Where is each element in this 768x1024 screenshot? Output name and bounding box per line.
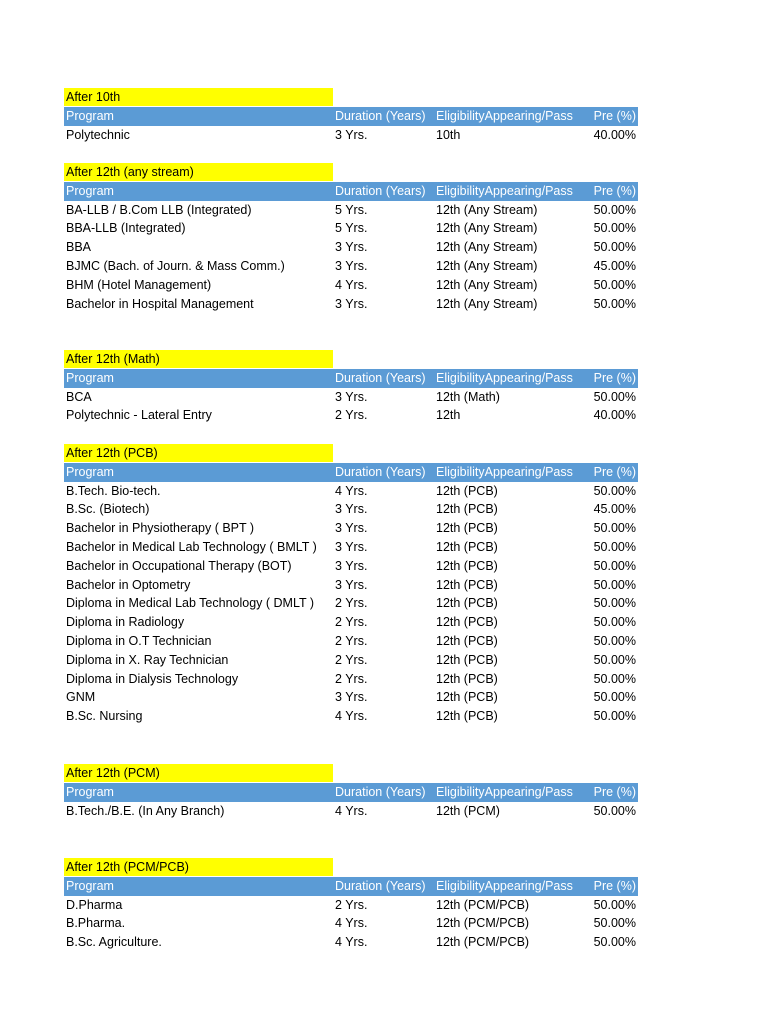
pre-percent-cell: 50.00% [593, 897, 636, 912]
program-cell: BA-LLB / B.Com LLB (Integrated) [66, 202, 252, 217]
table-row [64, 670, 638, 689]
program-cell: B.Sc. Nursing [66, 709, 143, 724]
duration-cell: 3 Yrs. [335, 296, 368, 311]
program-cell: D.Pharma [66, 897, 123, 912]
table-row [64, 519, 638, 538]
table-row [64, 538, 638, 557]
header-duration: Duration (Years) [335, 370, 426, 385]
pre-percent-cell: 50.00% [593, 389, 636, 404]
pre-percent-cell: 50.00% [593, 221, 636, 236]
program-cell: B.Sc. Agriculture. [66, 935, 162, 950]
program-cell: Diploma in Medical Lab Technology ( DMLT ) [66, 596, 315, 611]
header-pre: Pre (%) [593, 183, 636, 198]
duration-cell: 4 Yrs. [335, 803, 368, 818]
table-row [64, 632, 638, 651]
program-cell: BCA [66, 389, 92, 404]
pre-percent-cell: 50.00% [593, 615, 636, 630]
program-section [64, 88, 638, 144]
column-header-row [64, 877, 638, 896]
header-eligibility: EligibilityAppearing/Pass [436, 108, 573, 123]
eligibility-cell: 12th (PCM/PCB) [436, 897, 530, 912]
program-section [64, 764, 638, 820]
duration-cell: 4 Yrs. [335, 935, 368, 950]
program-cell: B.Tech. Bio-tech. [66, 483, 161, 498]
pre-percent-cell: 50.00% [593, 521, 636, 536]
eligibility-cell: 12th [436, 408, 461, 423]
section-title: After 10th [64, 88, 333, 106]
table-row [64, 406, 638, 425]
duration-cell: 3 Yrs. [335, 521, 368, 536]
table-row [64, 933, 638, 952]
duration-cell: 5 Yrs. [335, 221, 368, 236]
header-duration: Duration (Years) [335, 108, 426, 123]
header-eligibility: EligibilityAppearing/Pass [436, 784, 573, 799]
duration-cell: 4 Yrs. [335, 709, 368, 724]
duration-cell: 2 Yrs. [335, 633, 368, 648]
eligibility-cell: 12th (PCB) [436, 521, 498, 536]
eligibility-cell: 12th (PCM/PCB) [436, 916, 530, 931]
duration-cell: 2 Yrs. [335, 408, 368, 423]
section-title: After 12th (any stream) [64, 163, 333, 181]
header-duration: Duration (Years) [335, 183, 426, 198]
pre-percent-cell: 50.00% [593, 558, 636, 573]
eligibility-cell: 12th (PCB) [436, 539, 498, 554]
eligibility-cell: 12th (PCM/PCB) [436, 935, 530, 950]
eligibility-cell: 12th (PCB) [436, 633, 498, 648]
pre-percent-cell: 50.00% [593, 803, 636, 818]
program-section [64, 444, 638, 726]
eligibility-cell: 12th (PCM) [436, 803, 500, 818]
header-eligibility: EligibilityAppearing/Pass [436, 183, 573, 198]
pre-percent-cell: 50.00% [593, 202, 636, 217]
pre-percent-cell: 50.00% [593, 596, 636, 611]
program-section [64, 858, 638, 952]
header-duration: Duration (Years) [335, 784, 426, 799]
section-title-row [64, 764, 638, 783]
header-program: Program [66, 464, 114, 479]
table-row [64, 651, 638, 670]
eligibility-cell: 10th [436, 127, 461, 142]
duration-cell: 3 Yrs. [335, 558, 368, 573]
eligibility-cell: 12th (PCB) [436, 577, 498, 592]
duration-cell: 3 Yrs. [335, 258, 368, 273]
column-header-row [64, 369, 638, 388]
header-duration: Duration (Years) [335, 464, 426, 479]
header-program: Program [66, 370, 114, 385]
table-row [64, 896, 638, 915]
table-row [64, 557, 638, 576]
pre-percent-cell: 50.00% [593, 633, 636, 648]
section-title: After 12th (PCM) [64, 764, 333, 782]
duration-cell: 3 Yrs. [335, 389, 368, 404]
section-title: After 12th (PCB) [64, 444, 333, 462]
section-title-row [64, 350, 638, 369]
pre-percent-cell: 50.00% [593, 709, 636, 724]
table-row [64, 257, 638, 276]
pre-percent-cell: 40.00% [593, 408, 636, 423]
header-pre: Pre (%) [593, 108, 636, 123]
eligibility-cell: 12th (Any Stream) [436, 277, 538, 292]
header-pre: Pre (%) [593, 784, 636, 799]
eligibility-cell: 12th (Any Stream) [436, 296, 538, 311]
program-cell: B.Pharma. [66, 916, 126, 931]
column-header-row [64, 783, 638, 802]
pre-percent-cell: 50.00% [593, 671, 636, 686]
header-eligibility: EligibilityAppearing/Pass [436, 370, 573, 385]
program-cell: Bachelor in Occupational Therapy (BOT) [66, 558, 292, 573]
eligibility-cell: 12th (Any Stream) [436, 240, 538, 255]
header-pre: Pre (%) [593, 878, 636, 893]
header-eligibility: EligibilityAppearing/Pass [436, 878, 573, 893]
eligibility-cell: 12th (Any Stream) [436, 221, 538, 236]
header-program: Program [66, 784, 114, 799]
header-pre: Pre (%) [593, 370, 636, 385]
pre-percent-cell: 50.00% [593, 277, 636, 292]
program-cell: Bachelor in Medical Lab Technology ( BMLT ) [66, 539, 317, 554]
program-section [64, 350, 638, 425]
program-cell: BJMC (Bach. of Journ. & Mass Comm.) [66, 258, 285, 273]
eligibility-cell: 12th (PCB) [436, 690, 498, 705]
header-pre: Pre (%) [593, 464, 636, 479]
program-cell: BHM (Hotel Management) [66, 277, 212, 292]
header-eligibility: EligibilityAppearing/Pass [436, 464, 573, 479]
duration-cell: 3 Yrs. [335, 127, 368, 142]
duration-cell: 2 Yrs. [335, 596, 368, 611]
table-row [64, 576, 638, 595]
header-duration: Duration (Years) [335, 878, 426, 893]
program-cell: Polytechnic [66, 127, 130, 142]
program-cell: Bachelor in Optometry [66, 577, 191, 592]
pre-percent-cell: 50.00% [593, 577, 636, 592]
eligibility-cell: 12th (Any Stream) [436, 202, 538, 217]
duration-cell: 3 Yrs. [335, 502, 368, 517]
program-cell: B.Tech./B.E. (In Any Branch) [66, 803, 225, 818]
table-row [64, 914, 638, 933]
program-cell: GNM [66, 690, 96, 705]
table-row [64, 388, 638, 407]
header-program: Program [66, 878, 114, 893]
pre-percent-cell: 50.00% [593, 690, 636, 705]
section-title: After 12th (PCM/PCB) [64, 858, 333, 876]
duration-cell: 3 Yrs. [335, 240, 368, 255]
program-cell: Bachelor in Hospital Management [66, 296, 254, 311]
column-header-row [64, 107, 638, 126]
program-cell: Polytechnic - Lateral Entry [66, 408, 212, 423]
duration-cell: 4 Yrs. [335, 277, 368, 292]
table-row [64, 126, 638, 145]
pre-percent-cell: 50.00% [593, 240, 636, 255]
program-cell: B.Sc. (Biotech) [66, 502, 150, 517]
table-row [64, 707, 638, 726]
table-row [64, 238, 638, 257]
table-row [64, 482, 638, 501]
eligibility-cell: 12th (PCB) [436, 671, 498, 686]
program-cell: Diploma in X. Ray Technician [66, 652, 229, 667]
section-title-row [64, 88, 638, 107]
table-row [64, 295, 638, 314]
table-row [64, 802, 638, 821]
section-title-row [64, 444, 638, 463]
pre-percent-cell: 50.00% [593, 935, 636, 950]
eligibility-cell: 12th (PCB) [436, 502, 498, 517]
column-header-row [64, 182, 638, 201]
header-program: Program [66, 108, 114, 123]
table-row [64, 201, 638, 220]
duration-cell: 3 Yrs. [335, 539, 368, 554]
pre-percent-cell: 50.00% [593, 296, 636, 311]
eligibility-cell: 12th (PCB) [436, 596, 498, 611]
eligibility-cell: 12th (PCB) [436, 652, 498, 667]
program-cell: Diploma in Radiology [66, 615, 185, 630]
duration-cell: 2 Yrs. [335, 897, 368, 912]
program-cell: Diploma in O.T Technician [66, 633, 212, 648]
table-row [64, 276, 638, 295]
table-row [64, 594, 638, 613]
table-row [64, 219, 638, 238]
duration-cell: 5 Yrs. [335, 202, 368, 217]
eligibility-cell: 12th (PCB) [436, 558, 498, 573]
table-row [64, 613, 638, 632]
pre-percent-cell: 50.00% [593, 652, 636, 667]
pre-percent-cell: 50.00% [593, 916, 636, 931]
duration-cell: 3 Yrs. [335, 690, 368, 705]
duration-cell: 2 Yrs. [335, 652, 368, 667]
pre-percent-cell: 50.00% [593, 539, 636, 554]
section-title: After 12th (Math) [64, 350, 333, 368]
eligibility-cell: 12th (Any Stream) [436, 258, 538, 273]
eligibility-cell: 12th (Math) [436, 389, 500, 404]
table-row [64, 500, 638, 519]
pre-percent-cell: 50.00% [593, 483, 636, 498]
eligibility-cell: 12th (PCB) [436, 483, 498, 498]
pre-percent-cell: 40.00% [593, 127, 636, 142]
program-cell: BBA [66, 240, 92, 255]
program-section [64, 163, 638, 313]
duration-cell: 2 Yrs. [335, 671, 368, 686]
section-title-row [64, 858, 638, 877]
table-row [64, 688, 638, 707]
duration-cell: 4 Yrs. [335, 483, 368, 498]
eligibility-cell: 12th (PCB) [436, 709, 498, 724]
duration-cell: 4 Yrs. [335, 916, 368, 931]
pre-percent-cell: 45.00% [593, 258, 636, 273]
pre-percent-cell: 45.00% [593, 502, 636, 517]
program-cell: BBA-LLB (Integrated) [66, 221, 186, 236]
section-title-row [64, 163, 638, 182]
program-cell: Diploma in Dialysis Technology [66, 671, 239, 686]
duration-cell: 3 Yrs. [335, 577, 368, 592]
eligibility-cell: 12th (PCB) [436, 615, 498, 630]
duration-cell: 2 Yrs. [335, 615, 368, 630]
column-header-row [64, 463, 638, 482]
program-cell: Bachelor in Physiotherapy ( BPT ) [66, 521, 255, 536]
header-program: Program [66, 183, 114, 198]
